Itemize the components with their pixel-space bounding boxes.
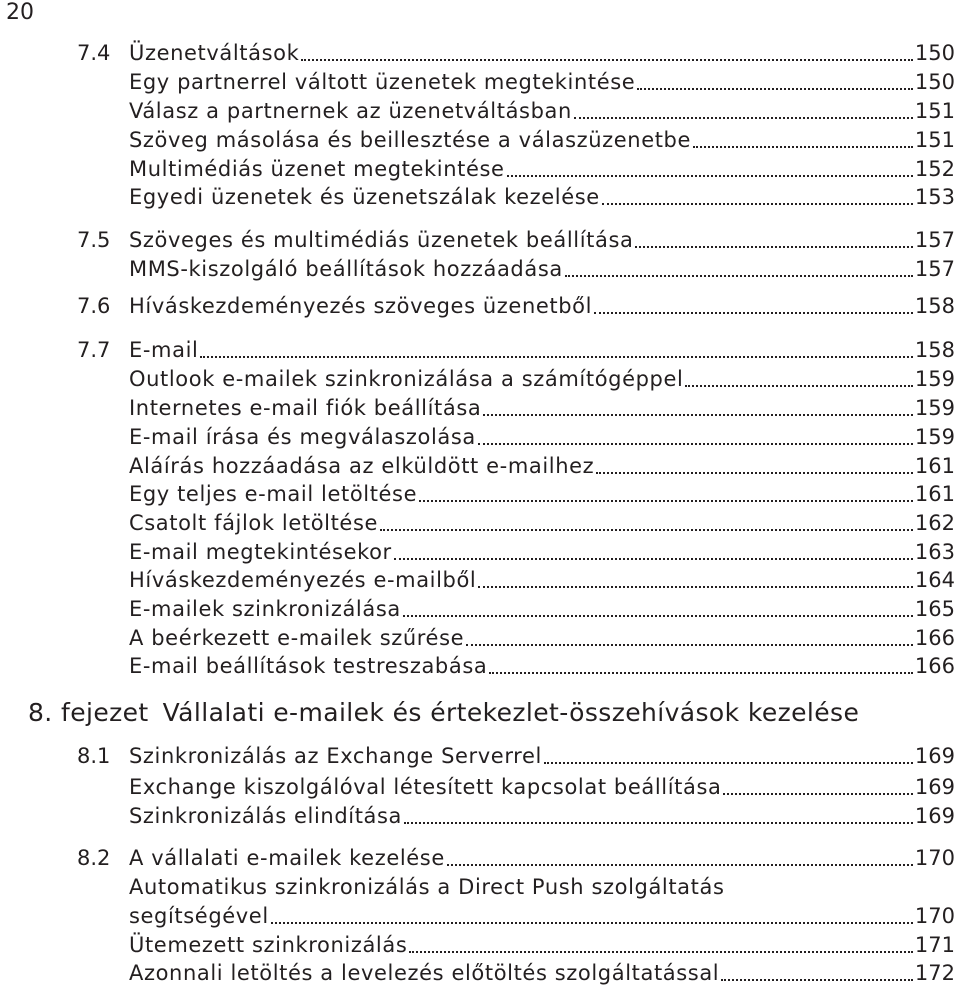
page-number: 20 [6,0,34,25]
dot-leader [637,88,913,90]
entry-title: Szöveges és multimédiás üzenetek beállítása [129,228,634,252]
toc-entry[interactable] [129,508,955,538]
dot-leader [594,312,913,314]
chapter-number: 8. fejezet [28,698,149,727]
dot-leader [544,762,913,764]
entry-title: A vállalati e-mailek kezelése [129,846,445,870]
page-ref: 164 [914,568,955,592]
page-ref: 158 [914,294,955,318]
entry-title: Azonnali letöltés a levelezés előtöltés szolgáltatással [129,961,720,985]
entry-title: E-mail megtekintésekor [129,540,392,564]
toc-entry[interactable] [129,254,955,284]
page-ref: 172 [914,961,955,985]
page-ref: 169 [914,744,955,768]
page-ref: 150 [914,41,955,65]
toc-entry[interactable] [129,182,955,212]
section-number: 7.6 [77,294,111,318]
entry-title: Outlook e-mailek szinkronizálása a számítógéppel [129,367,684,391]
page-ref: 153 [914,185,955,209]
page-ref: 159 [914,396,955,420]
toc-entry[interactable] [129,901,955,931]
dot-leader [574,117,913,119]
dot-leader [565,275,913,277]
page-ref: 169 [914,775,955,799]
toc-entry[interactable] [77,843,955,873]
toc-entry[interactable] [77,335,955,365]
page-ref: 157 [914,228,955,252]
entry-title: E-mail beállítások testreszabása [129,654,488,678]
toc-entry[interactable] [129,651,955,681]
dot-leader [380,529,913,531]
page-ref: 165 [914,597,955,621]
toc-entry[interactable] [129,96,955,126]
toc-entry[interactable] [129,565,955,595]
entry-title: MMS-kiszolgáló beállítások hozzáadása [129,257,563,281]
toc-entry[interactable] [77,38,955,68]
entry-title: Szinkronizálás elindítása [129,804,403,828]
page-ref: 161 [914,482,955,506]
toc-entry[interactable] [129,451,955,481]
entry-title: Szöveg másolása és beillesztése a válaszüzenetbe [129,128,691,152]
toc-entry[interactable] [129,154,955,184]
toc-entry[interactable] [77,291,955,321]
section-number: 7.4 [77,41,111,65]
dot-leader [409,951,913,953]
toc-entry[interactable] [129,125,955,155]
page-ref: 170 [914,846,955,870]
page-ref: 162 [914,511,955,535]
entry-title: Üzenetváltások [129,41,300,65]
dot-leader [602,203,913,205]
dot-leader [403,615,913,617]
page-ref: 157 [914,257,955,281]
dot-leader [693,146,913,148]
dot-leader [507,175,913,177]
toc-entry-first-line[interactable]: Automatikus szinkronizálás a Direct Push szolgáltatás [129,875,725,899]
entry-title: E-mail [129,338,199,362]
entry-title: Csatolt fájlok letöltése [129,511,378,535]
page-ref: 159 [914,367,955,391]
toc-entry[interactable] [129,537,955,567]
page-ref: 151 [914,128,955,152]
entry-title: Híváskezdeményezés e-mailből [129,568,477,592]
page-ref: 161 [914,454,955,478]
chapter-title: Vállalati e-mailek és értekezlet-összehívások kezelése [162,698,860,727]
toc-entry[interactable] [129,930,955,960]
page-ref: 152 [914,157,955,181]
entry-title: Egy teljes e-mail letöltése [129,482,418,506]
toc-entry[interactable] [129,422,955,452]
page-ref: 170 [914,904,955,928]
entry-title: Híváskezdeményezés szöveges üzenetből [129,294,593,318]
dot-leader [478,443,913,445]
dot-leader [271,922,913,924]
dot-leader [596,472,913,474]
entry-title: E-mail írása és megválaszolása [129,425,476,449]
page-ref: 166 [914,654,955,678]
page-ref: 159 [914,425,955,449]
page-ref: 169 [914,804,955,828]
dot-leader [200,356,912,358]
page-ref: 171 [914,933,955,957]
section-number: 8.2 [77,846,111,870]
page-ref: 151 [914,99,955,123]
dot-leader [478,586,913,588]
toc-entry[interactable] [129,772,955,802]
entry-title: Egy partnerrel váltott üzenetek megtekintése [129,70,636,94]
dot-leader [489,672,913,674]
chapter-heading[interactable] [28,695,859,731]
dot-leader [483,414,913,416]
dot-leader [635,246,912,248]
toc-entry[interactable] [129,364,955,394]
entry-title: Szinkronizálás az Exchange Serverrel [129,744,542,768]
toc-entry[interactable] [129,958,955,988]
toc-entry[interactable] [129,623,955,653]
toc-entry[interactable] [129,801,955,831]
page-ref: 163 [914,540,955,564]
page-ref: 166 [914,626,955,650]
entry-title: Aláírás hozzáadása az elküldött e-mailhez [129,454,595,478]
entry-title: Válasz a partnernek az üzenetváltásban [129,99,572,123]
toc-entry[interactable] [129,393,955,423]
page-ref: 158 [914,338,955,362]
toc-entry[interactable] [129,594,955,624]
entry-title: A beérkezett e-mailek szűrése [129,626,465,650]
toc-entry[interactable] [77,741,955,771]
dot-leader [447,864,913,866]
dot-leader [466,644,913,646]
entry-title: E-mailek szinkronizálása [129,597,401,621]
entry-title: Egyedi üzenetek és üzenetszálak kezelése [129,185,600,209]
toc-entry[interactable] [129,67,955,97]
entry-title: segítségével [129,904,269,928]
toc-entry[interactable] [77,225,955,255]
dot-leader [723,793,912,795]
dot-leader [419,500,913,502]
dot-leader [301,59,913,61]
entry-title: Ütemezett szinkronizálás [129,933,408,957]
entry-title: Exchange kiszolgálóval létesített kapcsolat beállítása [129,775,722,799]
section-number: 7.7 [77,338,111,362]
toc-entry[interactable] [129,479,955,509]
entry-title: Internetes e-mail fiók beállítása [129,396,482,420]
dot-leader [404,822,913,824]
section-number: 8.1 [77,744,111,768]
dot-leader [721,979,913,981]
page-ref: 150 [914,70,955,94]
section-number: 7.5 [77,228,111,252]
dot-leader [685,385,912,387]
entry-title: Multimédiás üzenet megtekintése [129,157,505,181]
dot-leader [394,558,913,560]
